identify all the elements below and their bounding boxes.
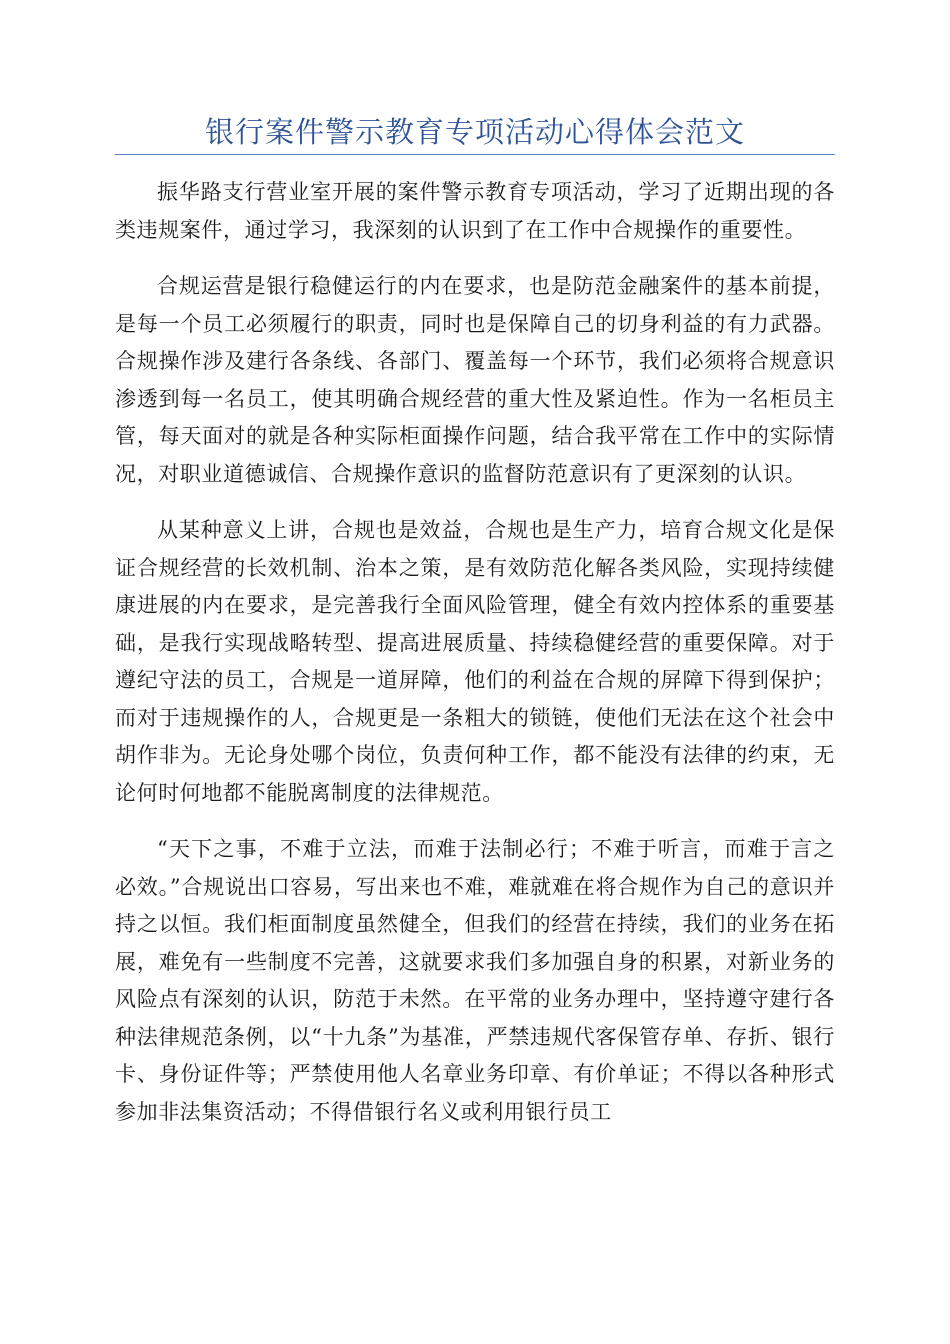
document-title: 银行案件警示教育专项活动心得体会范文 bbox=[204, 115, 745, 149]
title-underline bbox=[115, 154, 835, 155]
paragraph-1: 振华路支行营业室开展的案件警示教育专项活动，学习了近期出现的各类违规案件，通过学习，我深刻的认识到了在工作中合规操作的重要性。 bbox=[115, 180, 835, 242]
document-body bbox=[115, 174, 835, 1150]
paragraph-3: 从某种意义上讲，合规也是效益，合规也是生产力，培育合规文化是保证合规经营的长效机制、治本之策，是有效防范化解各类风险，实现持续健康进展的内在要求，是完善我行全面风险管理，健全有效内控体系的重要基础，是我行实现战略转型、提高进展质量、持续稳健经营的重要保障。对于遵纪守法的员工，合规是一道屏障，他们的利益在合规的屏障下得到保护；而对于违规操作的人，合规更是一条粗大的锁链，使他们无法在这个社会中胡作非为。无论身处哪个岗位，负责何种工作，都不能没有法律的约束，无论何时何地都不能脱离制度的法律规范。 bbox=[115, 518, 835, 805]
paragraph-2: 合规运营是银行稳健运行的内在要求，也是防范金融案件的基本前提，是每一个员工必须履行的职责，同时也是保障自己的切身利益的有力武器。合规操作涉及建行各条线、各部门、覆盖每一个环节，我们必须将合规意识渗透到每一名员工，使其明确合规经营的重大性及紧迫性。作为一名柜员主管，每天面对的就是各种实际柜面操作问题，结合我平常在工作中的实际情况，对职业道德诚信、合规操作意识的监督防范意识有了更深刻的认识。 bbox=[115, 274, 835, 486]
paragraph-4: “天下之事，不难于立法，而难于法制必行；不难于听言，而难于言之必效。”合规说出口容易，写出来也不难，难就难在将合规作为自己的意识并持之以恒。我们柜面制度虽然健全，但我们的经营在持续，我们的业务在拓展，难免有一些制度不完善，这就要求我们多加强自身的积累，对新业务的风险点有深刻的认识，防范于未然。在平常的业务办理中，坚持遵守建行各种法律规范条例，以“十九条”为基准，严禁违规代客保管存单、存折、银行卡、身份证件等；严禁使用他人名章业务印章、有价单证；不得以各种形式参加非法集资活动；不得借银行名义或利用银行员工 bbox=[115, 837, 835, 1124]
